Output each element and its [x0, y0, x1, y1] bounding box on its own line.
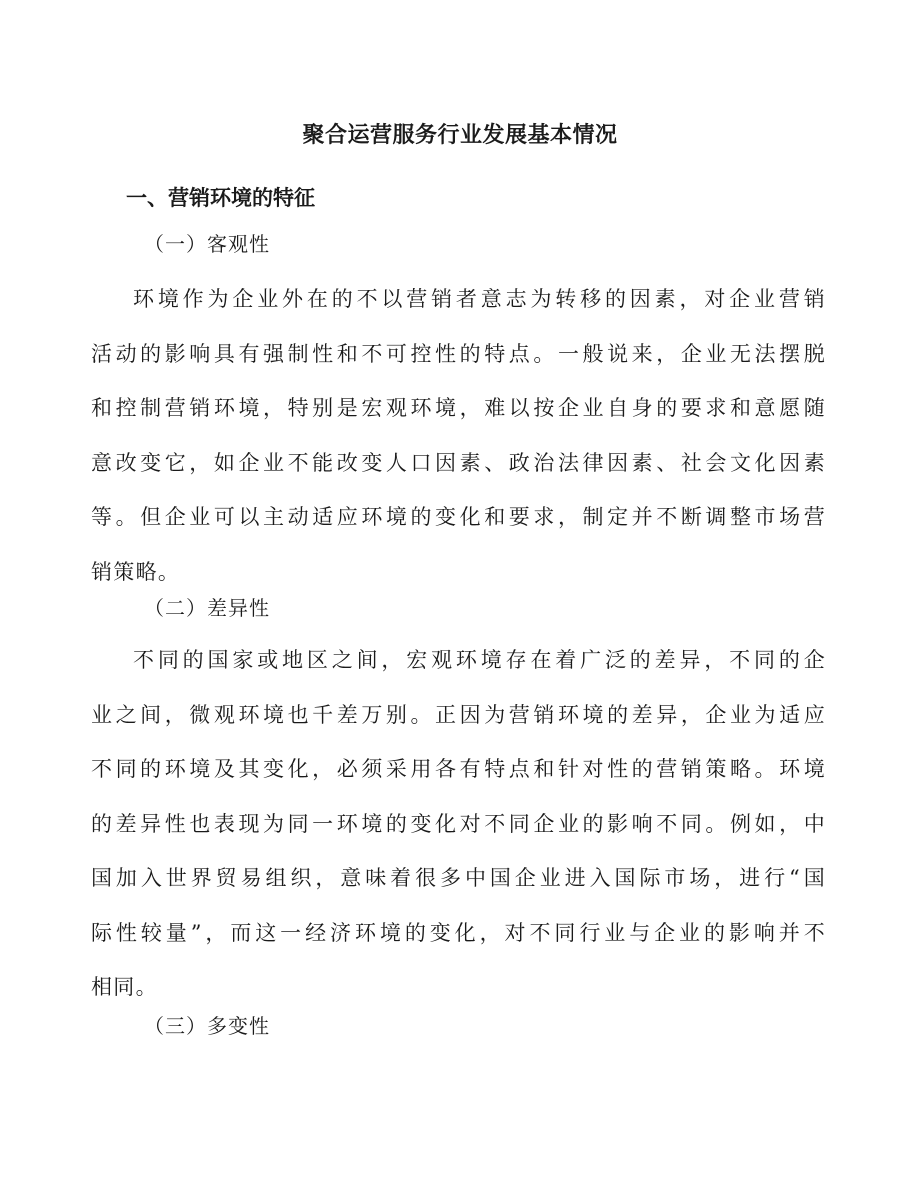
paragraph-objectivity	[91, 272, 826, 599]
paragraph-line: 国加入世界贸易组织，意味着很多中国企业进入国际市场，进行“国	[91, 866, 826, 890]
subsection-heading-variability: （三）多变性	[144, 1014, 270, 1038]
paragraph-difference	[91, 633, 826, 1015]
paragraph-line: 活动的影响具有强制性和不可控性的特点。一般说来，企业无法摆脱	[91, 341, 826, 366]
paragraph-line: 销策略。	[91, 559, 181, 584]
paragraph-line: 际性较量”，而这一经济环境的变化，对不同行业与企业的影响并不	[91, 920, 826, 945]
paragraph-line: 意改变它，如企业不能改变人口因素、政治法律因素、社会文化因素	[91, 450, 826, 475]
paragraph-line: 等。但企业可以主动适应环境的变化和要求，制定并不断调整市场营	[91, 505, 826, 529]
paragraph-line: 的差异性也表现为同一环境的变化对不同企业的影响不同。例如，中	[91, 811, 826, 836]
subsection-heading-difference: （二）差异性	[144, 596, 270, 620]
document-title: 聚合运营服务行业发展基本情况	[302, 123, 618, 148]
paragraph-line: 不同的环境及其变化，必须采用各有特点和针对性的营销策略。环境	[91, 757, 826, 781]
paragraph-line: 环境作为企业外在的不以营销者意志为转移的因素，对企业营销	[133, 287, 826, 311]
paragraph-line: 和控制营销环境，特别是宏观环境，难以按企业自身的要求和意愿随	[91, 396, 826, 420]
section-heading: 一、营销环境的特征	[126, 186, 315, 210]
paragraph-line: 相同。	[91, 975, 158, 999]
paragraph-line: 业之间，微观环境也千差万别。正因为营销环境的差异，企业为适应	[91, 702, 826, 727]
paragraph-line: 不同的国家或地区之间，宏观环境存在着广泛的差异，不同的企	[133, 648, 826, 672]
subsection-heading-objectivity: （一）客观性	[144, 232, 270, 256]
